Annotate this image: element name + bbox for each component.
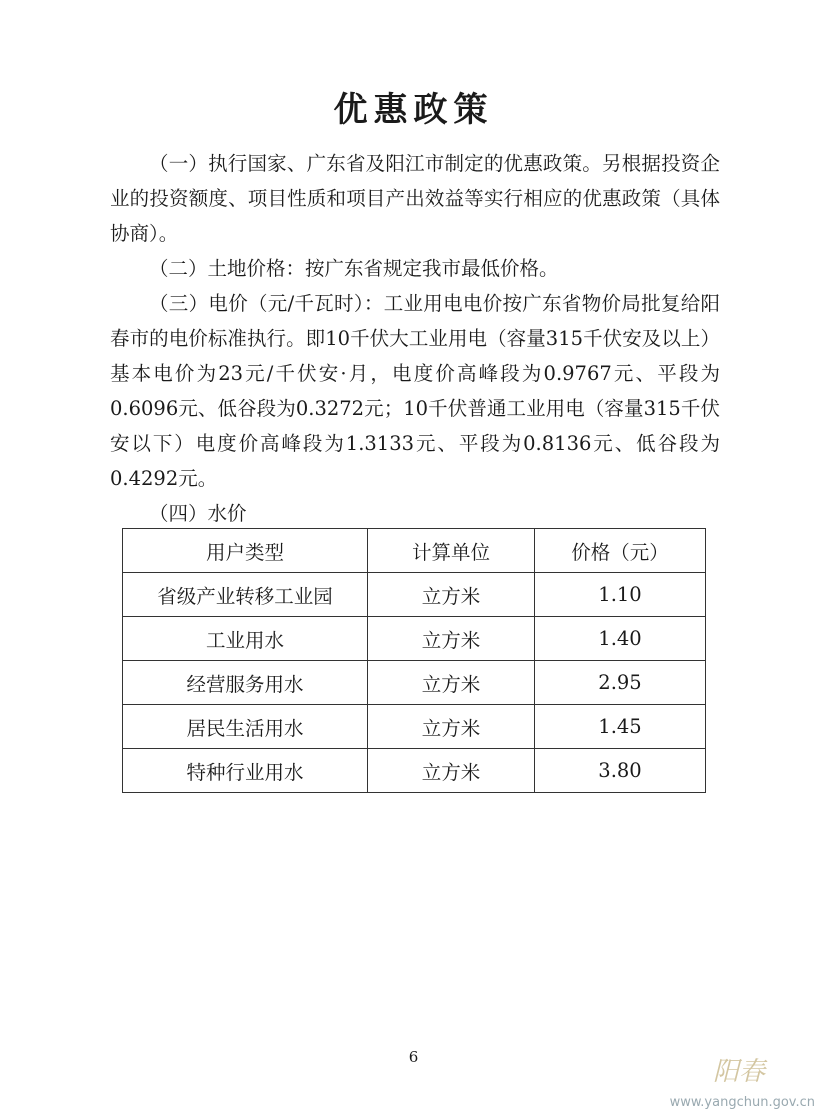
watermark-url: www.yangchun.gov.cn: [669, 1095, 815, 1110]
cell-price: 1.45: [535, 705, 706, 749]
paragraph-3: （三）电价（元/千瓦时）：工业用电电价按广东省物价局批复给阳春市的电价标准执行。即10千伏大工业用电（容量315千伏安及以上）基本电价为23元/千伏安·月，电度价高峰段为0.9767元、平段为0.6096元、低谷段为0.3272元；10千伏普通工业用电（容量315千伏安以下）电度价高峰段为1.3133元、平段为0.8136元、低谷段为0.4292元。: [110, 292, 720, 490]
paragraph-4: （四）水价: [149, 502, 247, 525]
watermark-logo: 阳春: [712, 1057, 765, 1087]
cell-user-type: 经营服务用水: [123, 661, 368, 705]
header-unit: 计算单位: [368, 529, 535, 573]
cell-unit: 立方米: [368, 573, 535, 617]
header-user-type: 用户类型: [123, 529, 368, 573]
paragraph-2: （二）土地价格：按广东省规定我市最低价格。: [149, 257, 559, 280]
cell-price: 1.40: [535, 617, 706, 661]
table-row: [123, 573, 706, 617]
page-number: 6: [408, 1048, 419, 1066]
table-row: [123, 705, 706, 749]
body-text: [110, 146, 720, 531]
cell-user-type: 居民生活用水: [123, 705, 368, 749]
cell-user-type: 特种行业用水: [123, 749, 368, 793]
cell-unit: 立方米: [368, 661, 535, 705]
cell-unit: 立方米: [368, 617, 535, 661]
cell-user-type: 工业用水: [123, 617, 368, 661]
cell-user-type: 省级产业转移工业园: [123, 573, 368, 617]
cell-price: 1.10: [535, 573, 706, 617]
table-row: [123, 617, 706, 661]
cell-unit: 立方米: [368, 749, 535, 793]
table-row: [123, 749, 706, 793]
table-row: [123, 661, 706, 705]
paragraph-1: （一）执行国家、广东省及阳江市制定的优惠政策。另根据投资企业的投资额度、项目性质和项目产出效益等实行相应的优惠政策（具体协商）。: [110, 152, 720, 245]
page-title: 优惠政策: [333, 90, 494, 130]
table-header-row: [123, 529, 706, 573]
site-watermark: [665, 1050, 815, 1110]
water-price-table: [122, 528, 706, 793]
header-price: 价格（元）: [535, 529, 706, 573]
cell-unit: 立方米: [368, 705, 535, 749]
cell-price: 2.95: [535, 661, 706, 705]
cell-price: 3.80: [535, 749, 706, 793]
